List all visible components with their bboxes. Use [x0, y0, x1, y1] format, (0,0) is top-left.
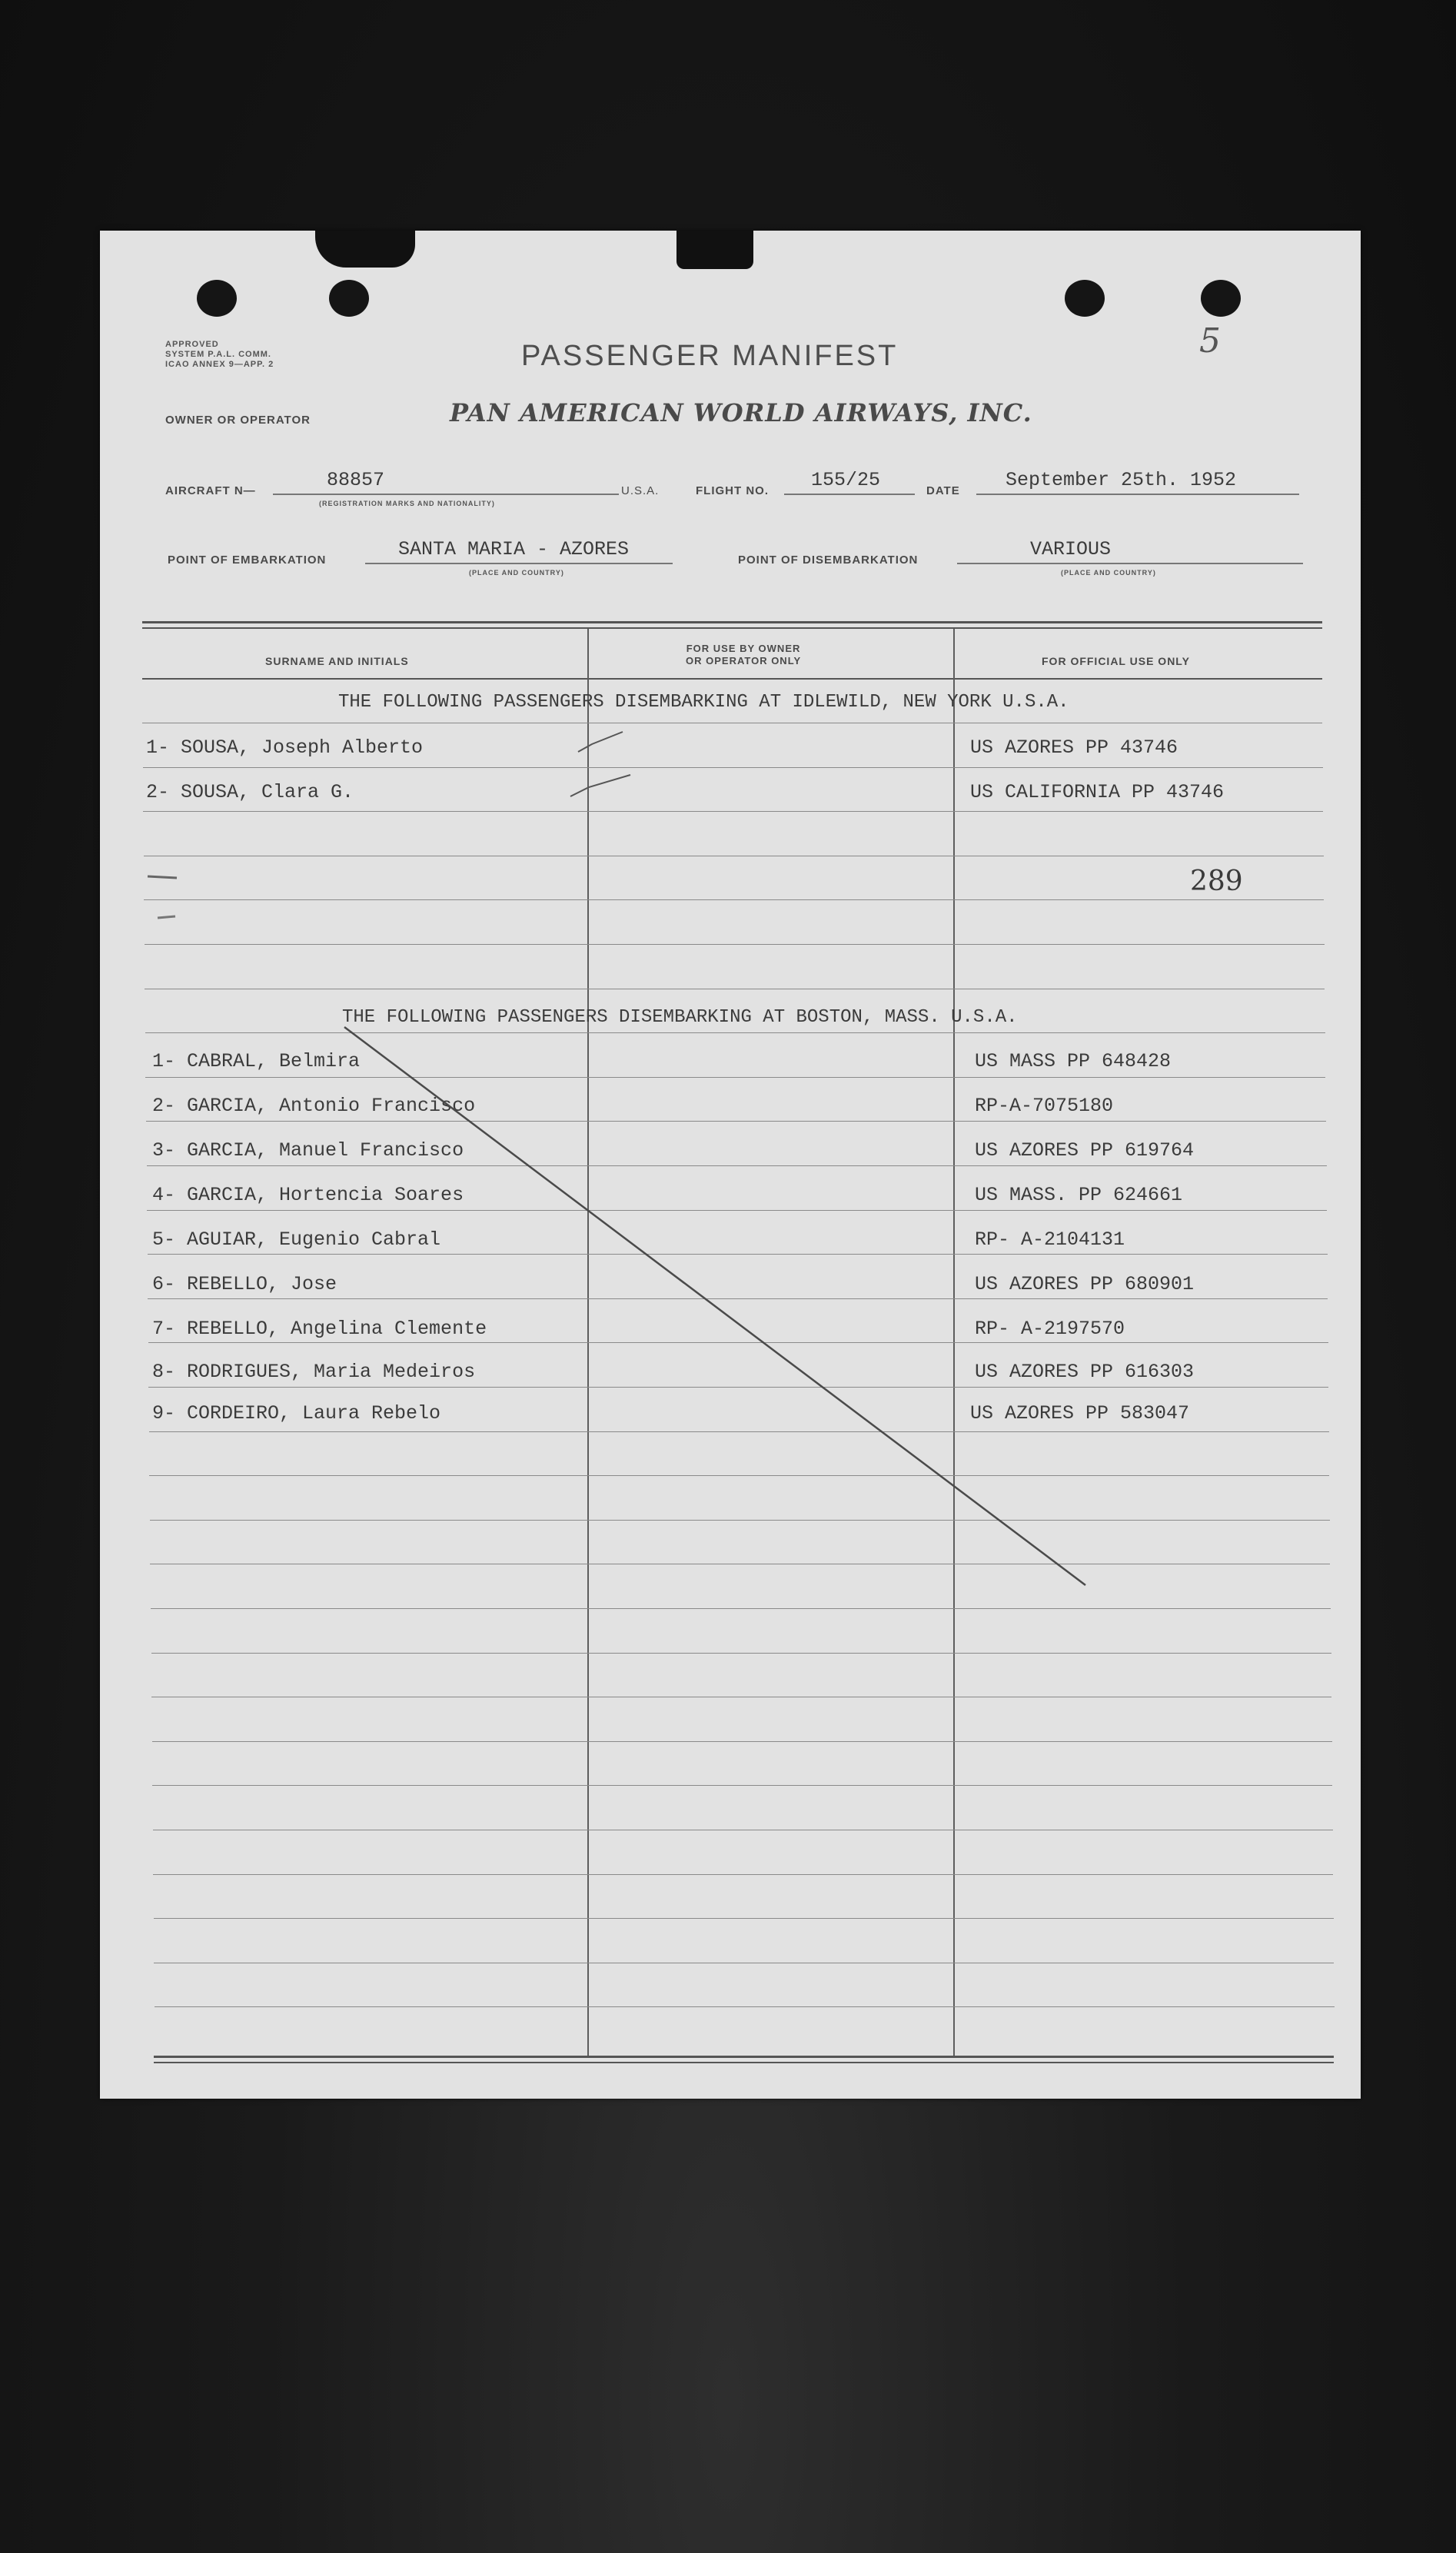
manifest-sheet	[100, 231, 1361, 2099]
aircraft-reg-sublabel: (REGISTRATION MARKS AND NATIONALITY)	[319, 500, 495, 507]
flight-number: 155/25	[811, 469, 881, 491]
passenger-official-entry: US AZORES PP 680901	[975, 1273, 1195, 1295]
passenger-official-entry: RP-A-7075180	[975, 1095, 1114, 1117]
column-header-name: SURNAME AND INITIALS	[265, 655, 409, 667]
flight-label: FLIGHT NO.	[696, 484, 769, 497]
passenger-official-entry: US CALIFORNIA PP 43746	[970, 781, 1225, 803]
passenger-name: 1- SOUSA, Joseph Alberto	[146, 736, 424, 759]
owner-label: OWNER OR OPERATOR	[165, 414, 311, 427]
passenger-official-entry: US AZORES PP 43746	[970, 736, 1178, 759]
diagonal-cancel-stroke	[344, 1027, 1085, 1585]
disembarkation-sublabel: (PLACE AND COUNTRY)	[1061, 569, 1156, 577]
disembarkation-label: POINT OF DISEMBARKATION	[738, 553, 919, 567]
column-header-owner: FOR USE BY OWNER OR OPERATOR ONLY	[686, 643, 802, 667]
usa-label: U.S.A.	[621, 484, 660, 497]
passenger-name: 2- SOUSA, Clara G.	[146, 781, 354, 803]
stamp-number: 289	[1190, 866, 1243, 897]
passenger-name: 1- CABRAL, Belmira	[152, 1050, 361, 1072]
passenger-name: 9- CORDEIRO, Laura Rebelo	[152, 1402, 441, 1424]
operator-name: PAN AMERICAN WORLD AIRWAYS, INC.	[450, 398, 1032, 427]
passenger-official-entry: US AZORES PP 583047	[970, 1402, 1190, 1424]
page-title: PASSENGER MANIFEST	[521, 340, 899, 372]
passenger-name: 5- AGUIAR, Eugenio Cabral	[152, 1228, 441, 1251]
passenger-official-entry: RP- A-2197570	[975, 1318, 1125, 1340]
embarkation-sublabel: (PLACE AND COUNTRY)	[469, 569, 564, 577]
passenger-name: 6- REBELLO, Jose	[152, 1273, 337, 1295]
passenger-name: 4- GARCIA, Hortencia Soares	[152, 1184, 464, 1206]
disembarkation-point: VARIOUS	[1030, 538, 1112, 560]
approval-block: APPROVED SYSTEM P.A.L. COMM. ICAO ANNEX 9—APP. 2	[165, 340, 274, 369]
flight-date: September 25th. 1952	[1006, 469, 1237, 491]
pen-marks	[100, 231, 1361, 2099]
passenger-official-entry: US AZORES PP 619764	[975, 1139, 1195, 1162]
hyphen-mark	[158, 916, 175, 918]
passenger-name: 3- GARCIA, Manuel Francisco	[152, 1139, 464, 1162]
embarkation-point: SANTA MARIA - AZORES	[398, 538, 630, 560]
page-number-mark: 5	[1199, 321, 1221, 361]
section-heading-idlewild: THE FOLLOWING PASSENGERS DISEMBARKING AT IDLEWILD, NEW YORK U.S.A.	[338, 692, 1069, 713]
hyphen-mark	[148, 876, 177, 878]
passenger-official-entry: US AZORES PP 616303	[975, 1361, 1195, 1383]
column-header-official: FOR OFFICIAL USE ONLY	[1042, 655, 1190, 667]
aircraft-registration: 88857	[327, 469, 385, 491]
passenger-name: 8- RODRIGUES, Maria Medeiros	[152, 1361, 476, 1383]
section-heading-boston: THE FOLLOWING PASSENGERS DISEMBARKING AT BOSTON, MASS. U.S.A.	[342, 1007, 1018, 1028]
passenger-official-entry: US MASS. PP 624661	[975, 1184, 1183, 1206]
passenger-official-entry: US MASS PP 648428	[975, 1050, 1172, 1072]
check-mark	[570, 775, 630, 796]
passenger-official-entry: RP- A-2104131	[975, 1228, 1125, 1251]
passenger-name: 7- REBELLO, Angelina Clemente	[152, 1318, 487, 1340]
date-label: DATE	[926, 484, 960, 497]
embarkation-label: POINT OF EMBARKATION	[168, 553, 327, 567]
check-mark	[578, 732, 623, 752]
passenger-name: 2- GARCIA, Antonio Francisco	[152, 1095, 476, 1117]
aircraft-label: AIRCRAFT N—	[165, 484, 256, 497]
